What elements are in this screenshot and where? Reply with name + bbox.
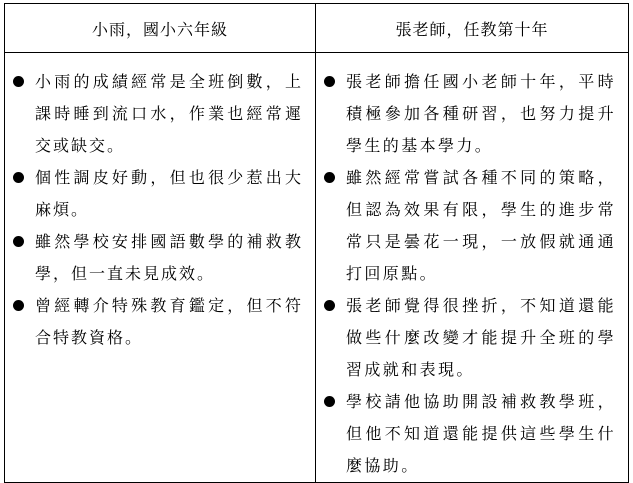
bullet-icon — [13, 236, 24, 247]
document-page — [4, 3, 628, 475]
header-teacher: 張老師，任教第十年 — [316, 4, 629, 53]
bullet-icon — [324, 172, 335, 183]
bullet-icon — [13, 300, 24, 311]
list-item-text: 雖然經常嘗試各種不同的策略，但認為效果有限，學生的進步常常只是曇花一現，一放假就通通打回原點。 — [346, 168, 616, 283]
header-row — [5, 4, 629, 53]
bullet-icon — [13, 76, 24, 87]
bullet-icon — [324, 396, 335, 407]
list-item — [316, 386, 616, 482]
list-item — [316, 162, 616, 290]
list-item-text: 張老師擔任國小老師十年，平時積極參加各種研習，也努力提升學生的基本學力。 — [346, 72, 616, 155]
bullet-icon — [13, 172, 24, 183]
list-item-text: 曾經轉介特殊教育鑑定，但不符合特教資格。 — [35, 296, 303, 347]
list-item — [5, 290, 303, 354]
list-item — [5, 66, 303, 162]
list-item — [316, 290, 616, 386]
list-item-text: 小雨的成績經常是全班倒數，上課時睡到流口水，作業也經常遲交或缺交。 — [35, 72, 303, 155]
header-student: 小雨，國小六年級 — [5, 4, 316, 53]
list-item — [316, 66, 616, 162]
list-item-text: 雖然學校安排國語數學的補救教學，但一直未見成效。 — [35, 232, 303, 283]
bullet-icon — [324, 76, 335, 87]
teacher-list — [316, 53, 628, 482]
list-item — [5, 162, 303, 226]
list-item-text: 張老師覺得很挫折，不知道還能做些什麼改變才能提升全班的學習成就和表現。 — [346, 296, 616, 379]
teacher-cell — [316, 53, 629, 483]
list-item-text: 個性調皮好動，但也很少惹出大麻煩。 — [35, 168, 303, 219]
list-item-text: 學校請他協助開設補救教學班，但他不知道還能提供這些學生什麼協助。 — [346, 392, 616, 475]
student-list — [5, 53, 315, 354]
list-item — [5, 226, 303, 290]
comparison-table — [4, 3, 629, 483]
body-row — [5, 53, 629, 483]
bullet-icon — [324, 300, 335, 311]
student-cell — [5, 53, 316, 483]
